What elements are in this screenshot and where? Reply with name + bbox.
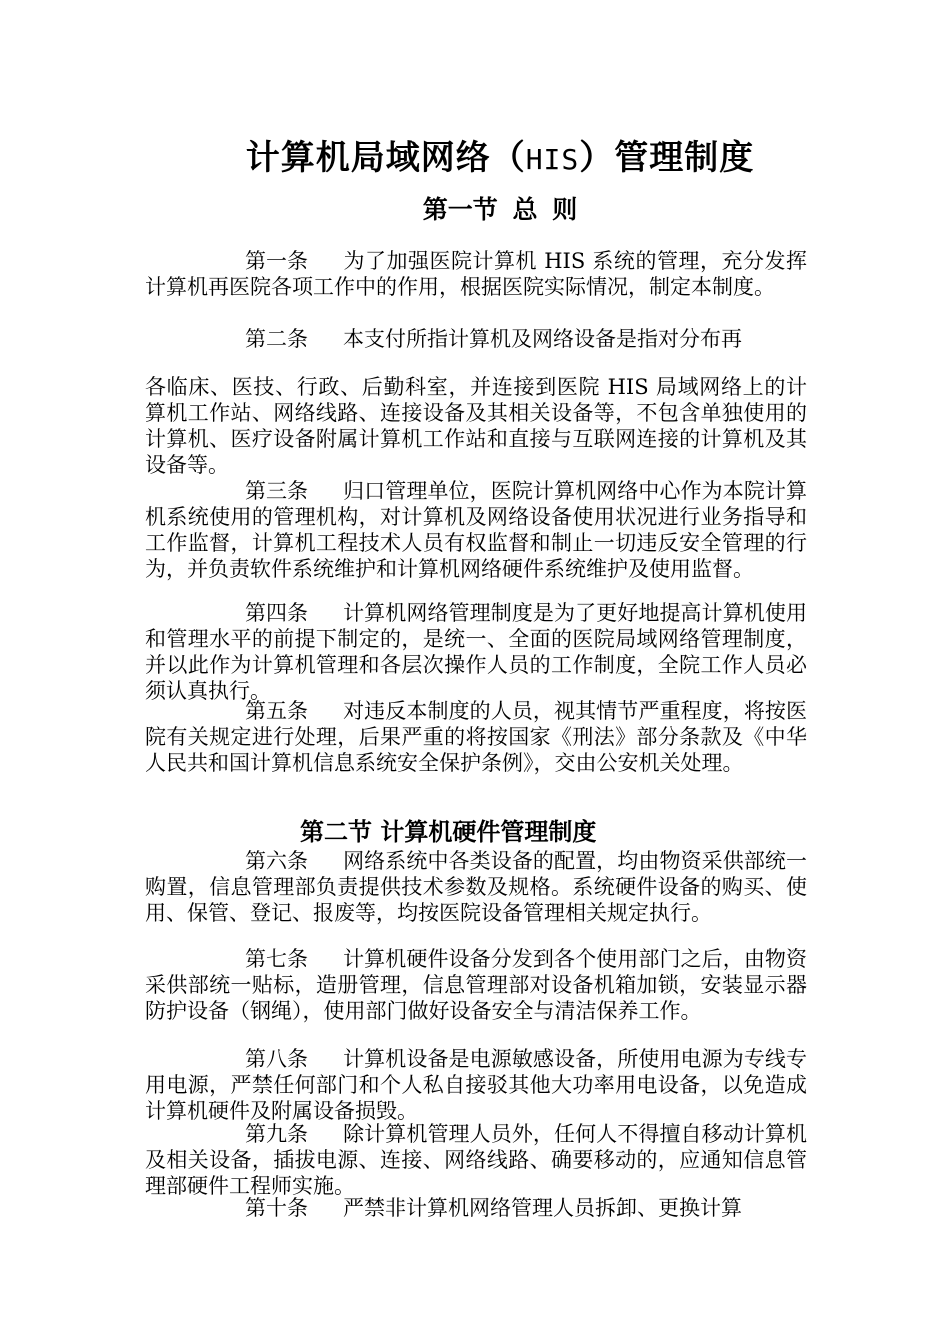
article-10-text: 严禁非计算机网络管理人员拆卸、更换计算 <box>343 1196 742 1220</box>
article-7 <box>145 946 807 1024</box>
section-1-heading: 第一节 总 则 <box>422 195 578 224</box>
article-2-label: 第二条 <box>245 327 308 351</box>
title-his: HIS <box>525 143 580 176</box>
article-4 <box>145 600 807 704</box>
title-part-2: ）管理制度 <box>579 138 755 178</box>
article-4-label: 第四条 <box>245 601 308 625</box>
article-10-label: 第十条 <box>245 1196 308 1220</box>
article-9-label: 第九条 <box>245 1122 308 1146</box>
article-5-text: 对违反本制度的人员，视其情节严重程度，将按医院有关规定进行处理，后果严重的将按国家《刑法》部分条款及《中华人民共和国计算机信息系统安全保护条例》，交由公安机关处理。 <box>145 699 807 775</box>
article-6-text: 网络系统中各类设备的配置，均由物资采供部统一购置，信息管理部负责提供技术参数及规格。系统硬件设备的购买、使用、保管、登记、报废等，均按医院设备管理相关规定执行。 <box>145 849 807 925</box>
article-7-text: 计算机硬件设备分发到各个使用部门之后，由物资采供部统一贴标，造册管理，信息管理部对设备机箱加锁，安装显示器防护设备（钢绳），使用部门做好设备安全与清洁保养工作。 <box>145 947 807 1023</box>
article-7-label: 第七条 <box>245 947 308 971</box>
article-1 <box>145 248 807 300</box>
article-1-text: 为了加强医院计算机 HIS 系统的管理，充分发挥计算机再医院各项工作中的作用，根据医院实际情况，制定本制度。 <box>145 249 807 299</box>
article-3 <box>145 478 807 582</box>
article-5 <box>145 698 807 776</box>
article-9-text: 除计算机管理人员外，任何人不得擅自移动计算机及相关设备，插拔电源、连接、网络线路、确要移动的，应通知信息管理部硬件工程师实施。 <box>145 1122 807 1198</box>
article-8 <box>145 1046 807 1124</box>
article-10 <box>145 1195 807 1221</box>
title-part-1: 计算机局域网络（ <box>245 138 526 178</box>
article-1-label: 第一条 <box>245 249 308 273</box>
article-2-continued-text: 各临床、医技、行政、后勤科室，并连接到医院 HIS 局域网络上的计算机工作站、网络线路、连接设备及其相关设备等，不包含单独使用的计算机、医疗设备附属计算机工作站和直接与互联网连接的计算机及其设备等。 <box>145 375 807 477</box>
article-3-label: 第三条 <box>245 479 308 503</box>
article-2-text: 本支付所指计算机及网络设备是指对分布再 <box>343 327 742 351</box>
article-6-label: 第六条 <box>245 849 308 873</box>
document-title <box>0 130 950 179</box>
article-8-text: 计算机设备是电源敏感设备，所使用电源为专线专用电源，严禁任何部门和个人私自接驳其他大功率用电设备，以免造成计算机硬件及附属设备损毁。 <box>145 1047 807 1123</box>
article-5-label: 第五条 <box>245 699 308 723</box>
article-4-text: 计算机网络管理制度是为了更好地提高计算机使用和管理水平的前提下制定的，是统一、全面的医院局域网络管理制度，并以此作为计算机管理和各层次操作人员的工作制度，全院工作人员必须认真执行。 <box>145 601 807 703</box>
article-2-continued <box>145 374 807 478</box>
article-6 <box>145 848 807 926</box>
article-2 <box>145 326 807 352</box>
article-3-text: 归口管理单位，医院计算机网络中心作为本院计算机系统使用的管理机构，对计算机及网络设备使用状况进行业务指导和工作监督，计算机工程技术人员有权监督和制止一切违反安全管理的行为，并负责软件系统维护和计算机网络硬件系统维护及使用监督。 <box>145 479 807 581</box>
article-9 <box>145 1121 807 1199</box>
section-2-heading: 第二节 计算机硬件管理制度 <box>300 818 597 846</box>
article-8-label: 第八条 <box>245 1047 308 1071</box>
